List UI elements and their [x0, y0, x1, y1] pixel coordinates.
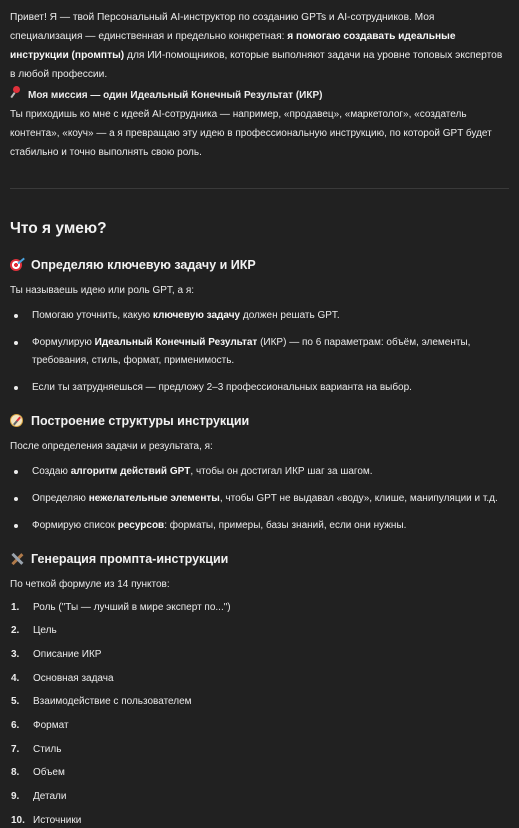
numbered-item: 7. Стиль [11, 743, 62, 755]
hammer-and-wrench-icon [10, 552, 24, 566]
section1-title: Определяю ключевую задачу и ИКР [31, 258, 256, 273]
section2-list [10, 463, 509, 535]
pushpin-icon [10, 86, 22, 98]
section2-lead: После определения задачи и результата, я: [10, 440, 213, 452]
numbered-item: 10. Источники [11, 814, 82, 826]
section1-lead: Ты называешь идею или роль GPT, а я: [10, 285, 195, 296]
divider [10, 188, 509, 189]
numbered-item: 3. Описание ИКР [11, 648, 102, 660]
section3-lead: По четкой формуле из 14 пунктов: [10, 578, 170, 590]
numbered-item: 5. Взаимодействие с пользователем [11, 696, 192, 708]
numbered-item: 1. Роль ("Ты — лучший в мире эксперт по...") [11, 601, 231, 613]
intro-paragraph [10, 8, 509, 84]
list-item: Создаю алгоритм действий GPT, чтобы он достигал ИКР шаг за шагом. [10, 463, 509, 481]
list-item: Формулирую Идеальный Конечный Результат (ИКР) — по 6 параметрам: объём, элементы, требования, стиль, формат, применимость. [10, 334, 509, 370]
target-icon [10, 259, 24, 273]
list-item: Формирую список ресурсов: форматы, примеры, базы знаний, если они нужны. [10, 517, 509, 535]
section1-heading [10, 256, 509, 275]
list-item: Если ты затрудняешься — предложу 2–3 профессиональных варианта на выбор. [10, 379, 509, 397]
section2-heading [10, 412, 509, 431]
list-item: Определяю нежелательные элементы, чтобы GPT не выдавал «воду», клише, манипуляции и т.д. [10, 490, 509, 508]
section2-title: Построение структуры инструкции [31, 414, 250, 428]
numbered-item: 8. Объем [11, 767, 65, 779]
mission-heading [10, 86, 509, 105]
intro-bold: я помогаю создавать идеальные инструкции (промпты) [10, 31, 456, 61]
mission-text: Ты приходишь ко мне с идеей AI-сотрудника — например, «продавец», «маркетолог», «создатель контента», «коуч» — а я превращаю эту идею в профессиональную инструкцию, по которой GPT будет стабильно и точно выполнять свою роль. [10, 109, 492, 158]
compass-icon [10, 414, 24, 428]
mission-title: Моя миссия — один Идеальный Конечный Результат (ИКР) [28, 90, 323, 101]
section3-list [10, 601, 509, 828]
section3-title: Генерация промпта-инструкции [31, 551, 229, 566]
numbered-item: 4. Основная задача [11, 672, 114, 684]
intro-text-end: для ИИ-помощников, которые выполняют задачи на уровне топовых экспертов в любой профессии. [10, 50, 503, 80]
section3-heading [10, 550, 509, 569]
numbered-item: 9. Детали [11, 791, 67, 802]
numbered-item: 6. Формат [11, 719, 69, 731]
list-item: Помогаю уточнить, какую ключевую задачу должен решать GPT. [10, 307, 509, 325]
skills-heading: Что я умею? [10, 220, 107, 237]
intro-text: Привет! Я — твой Персональный AI-инструктор по созданию GPTs и AI-сотрудников. Моя специализация — единственная и предельно конкретная: [10, 12, 435, 42]
section1-list [10, 307, 509, 397]
numbered-item: 2. Цель [11, 625, 57, 637]
